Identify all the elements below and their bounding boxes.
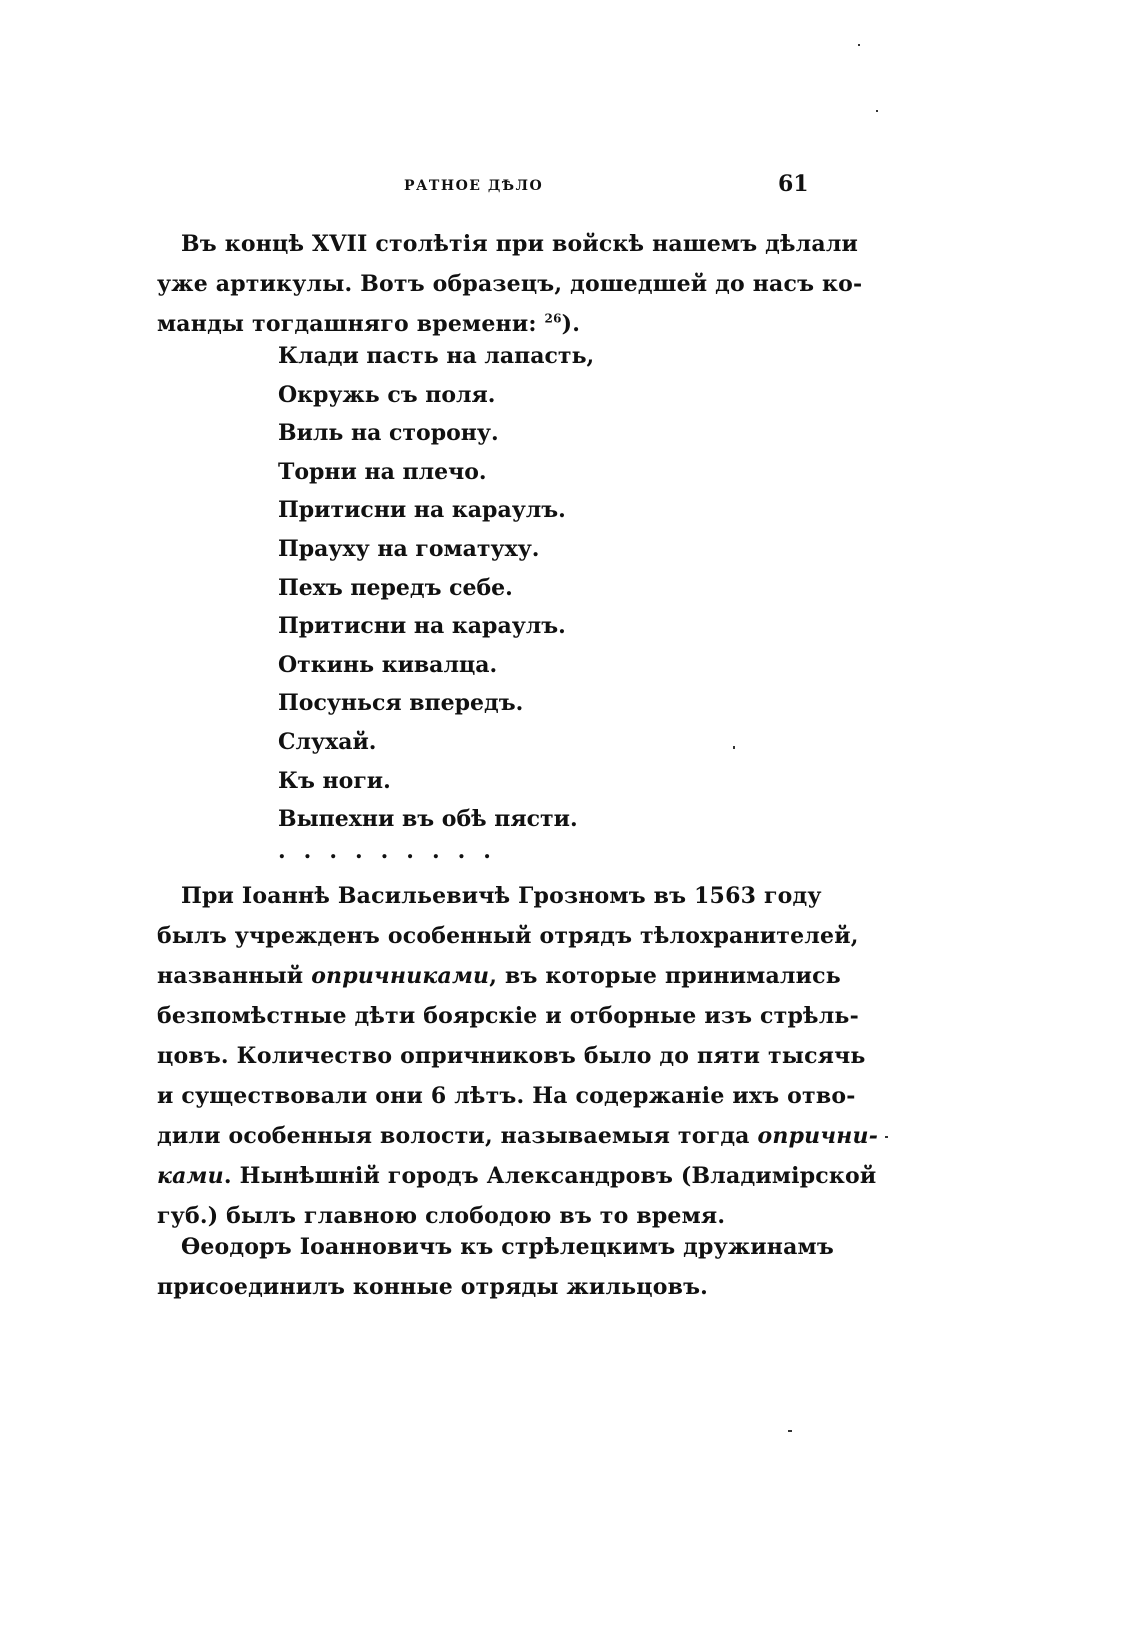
text-fragment: , въ которые принимались	[489, 963, 841, 989]
text-line	[157, 1116, 879, 1156]
text-fragment: дили особенныя волости, называемыя тогда	[157, 1123, 750, 1149]
text-fragment: названный	[157, 963, 304, 989]
text-line	[157, 1156, 877, 1196]
scan-speck	[858, 44, 860, 46]
text-line: уже артикулы. Вотъ образецъ, дошедшей до насъ ко-	[157, 271, 863, 297]
italic-term: опричниками	[311, 963, 490, 989]
command-line: Выпехни въ обѣ пясти.	[278, 806, 578, 833]
scan-speck	[733, 746, 735, 749]
text-line: безпомѣстные дѣти боярскіе и отборные изъ стрѣль-	[157, 1003, 859, 1029]
command-line: Торни на плечо.	[278, 458, 487, 485]
command-list	[278, 337, 594, 839]
text-line	[157, 956, 841, 996]
text-line: и существовали они 6 лѣтъ. На содержаніе ихъ отво-	[157, 1083, 856, 1109]
command-line: Пехъ передъ себе.	[278, 574, 513, 601]
italic-term: ками	[157, 1163, 224, 1189]
command-line: Посунься впередъ.	[278, 690, 524, 717]
text-line: присоединилъ конные отряды жильцовъ.	[157, 1274, 709, 1300]
footnote-reference: 26	[544, 311, 562, 326]
text-fragment: ).	[561, 311, 581, 337]
text-fragment: . Нынѣшній городъ Александровъ (Владимірской	[223, 1163, 877, 1189]
command-line: Откинь кивалца.	[278, 651, 498, 678]
command-line: Слухай.	[278, 728, 377, 755]
italic-term: опрични-	[757, 1123, 879, 1149]
page-number: 61	[778, 171, 809, 197]
scan-speck	[788, 1430, 792, 1432]
command-line: Окружь съ поля.	[278, 381, 496, 408]
text-line: былъ учрежденъ особенный отрядъ тѣлохранителей,	[157, 923, 859, 949]
paragraph-artikuly	[157, 224, 863, 344]
running-title: РАТНОЕ ДѢЛО	[404, 178, 544, 194]
command-line: Къ ноги.	[278, 767, 391, 794]
scan-speck	[876, 110, 878, 112]
text-line: При Іоаннѣ Васильевичѣ Грозномъ въ 1563 году	[181, 883, 822, 909]
text-fragment: манды тогдашняго времени:	[157, 311, 537, 337]
omission-dots: .........	[278, 838, 509, 864]
text-line: цовъ. Количество опричниковъ было до пяти тысячь	[157, 1043, 866, 1069]
scan-speck	[885, 1136, 888, 1138]
command-line: Прауху на гоматуху.	[278, 535, 540, 562]
command-line: Виль на сторону.	[278, 420, 499, 447]
paragraph-oprichniki	[157, 876, 879, 1236]
text-line: губ.) былъ главною слободою въ то время.	[157, 1203, 726, 1229]
command-line: Притисни на караулъ.	[278, 613, 566, 640]
command-line: Притисни на караулъ.	[278, 497, 566, 524]
text-line: Въ концѣ XVII столѣтія при войскѣ нашемъ дѣлали	[181, 231, 859, 257]
command-line: Клади пасть на лапасть,	[278, 343, 595, 369]
text-line: Ѳеодоръ Іоанновичъ къ стрѣлецкимъ дружинамъ	[181, 1234, 834, 1260]
paragraph-feodor	[157, 1227, 834, 1307]
